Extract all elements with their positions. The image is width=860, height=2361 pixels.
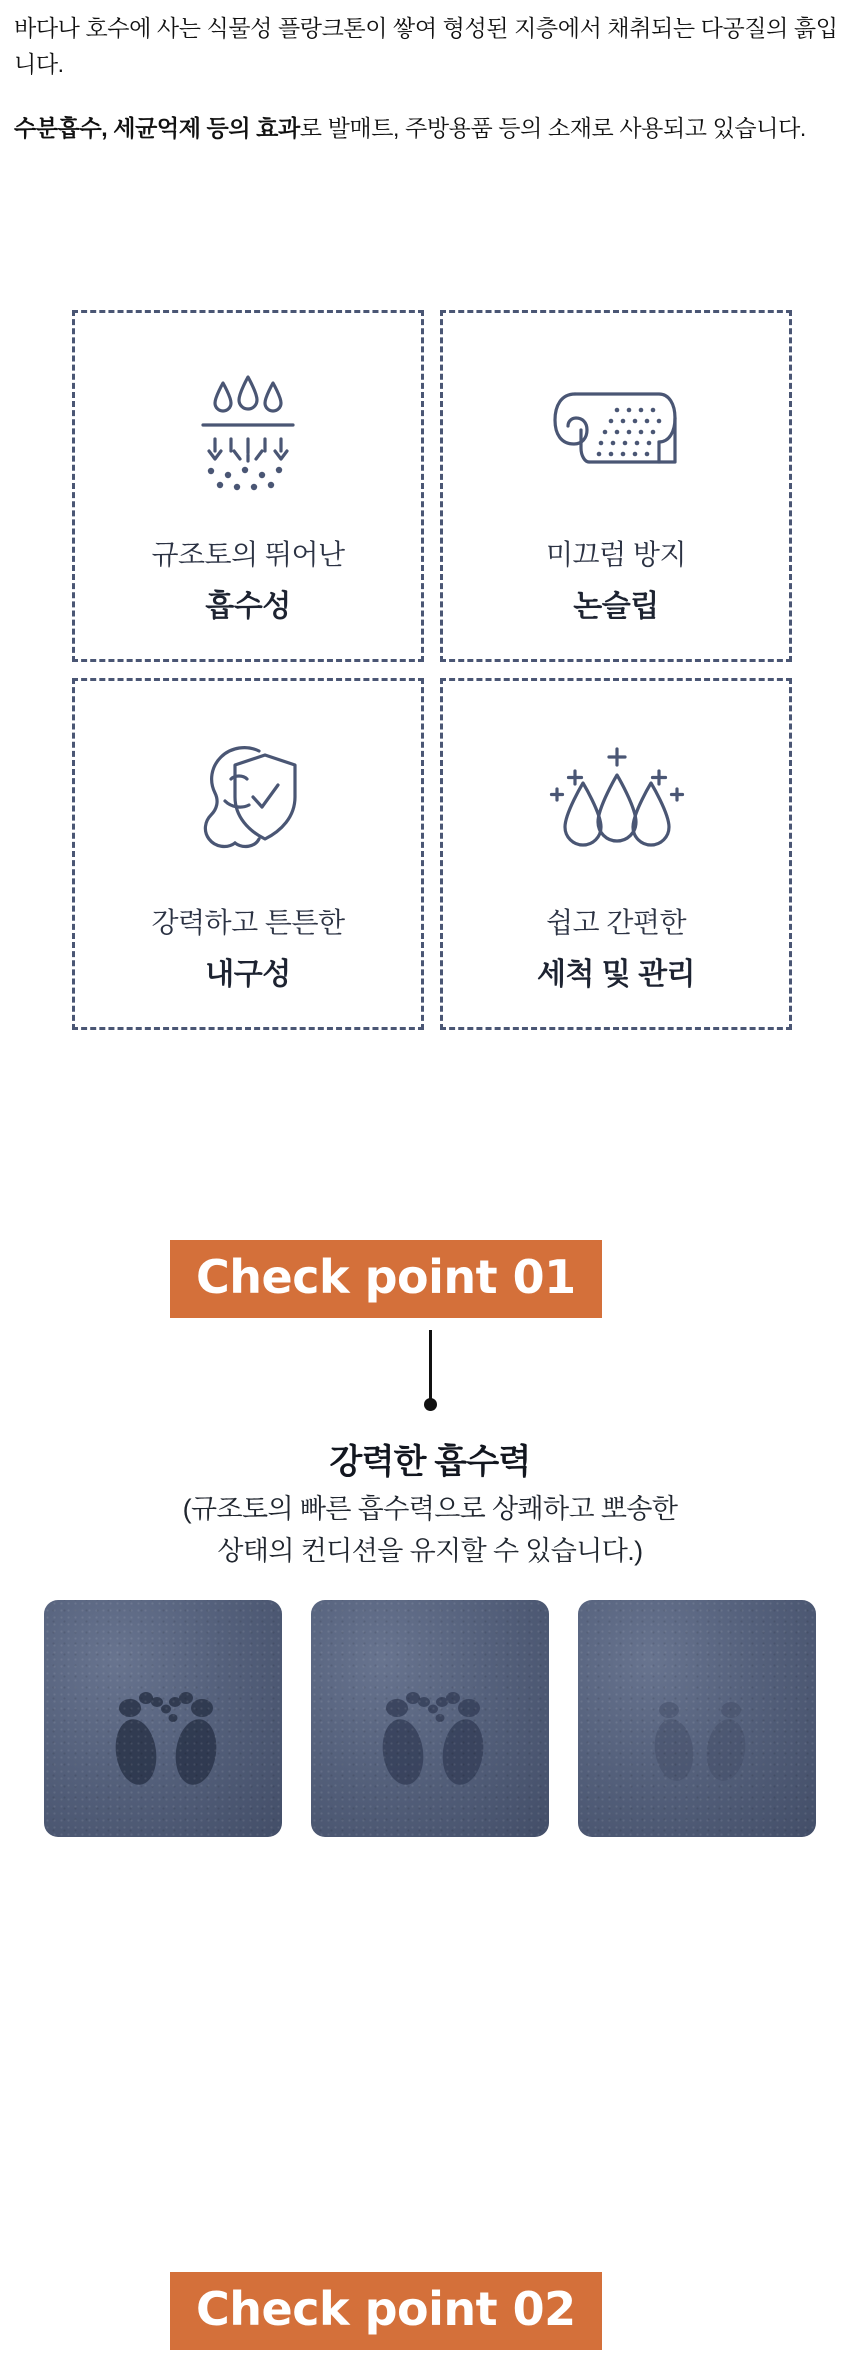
intro-paragraph-2 [14, 110, 844, 146]
footprint-icon [311, 1600, 549, 1837]
feature-label-line2: 내구성 [205, 958, 291, 991]
feature-card-nonslip [440, 310, 792, 662]
feature-card-cleaning [440, 678, 792, 1030]
footprint-photo-strip [44, 1600, 816, 1837]
checkpoint-01-badge: Check point 01 [170, 1240, 602, 1318]
feature-label-line2: 논슬립 [573, 590, 659, 623]
feature-label-line1: 강력하고 튼튼한 [151, 907, 345, 938]
mat-roll-icon [541, 359, 691, 509]
section-subtext-line1: (규조토의 빠른 흡수력으로 상쾌하고 뽀송한 [182, 1494, 678, 1524]
footprint-icon [578, 1600, 816, 1837]
intro-paragraph-2-rest: 로 발매트, 주방용품 등의 소재로 사용되고 있습니다. [299, 115, 806, 141]
droplets-clean-icon [539, 727, 694, 877]
shield-check-icon [173, 727, 323, 877]
checkpoint-connector-dot [424, 1398, 437, 1411]
feature-label-line1: 미끄럼 방지 [545, 539, 687, 570]
checkpoint-connector-line [429, 1330, 432, 1402]
feature-grid [72, 310, 792, 1030]
intro-paragraph-1: 바다나 호수에 사는 식물성 플랑크톤이 쌓여 형성된 지층에서 채취되는 다공질의 흙입니다. [14, 15, 838, 77]
paragraph-spacer [14, 82, 844, 110]
feature-label-line1: 규조토의 뛰어난 [151, 539, 345, 570]
section-subtext-line2: 상태의 컨디션을 유지할 수 있습니다.) [217, 1536, 643, 1566]
footprint-photo-2 [311, 1600, 549, 1837]
section-subtext-absorption [0, 1488, 860, 1572]
footprint-photo-3 [578, 1600, 816, 1837]
feature-card-absorption [72, 310, 424, 662]
feature-label-line1: 쉽고 간편한 [545, 907, 687, 938]
water-absorb-icon [173, 359, 323, 509]
footprint-photo-1 [44, 1600, 282, 1837]
checkpoint-02-badge: Check point 02 [170, 2272, 602, 2350]
footprint-icon [44, 1600, 282, 1837]
intro-paragraph-2-bold: 수분흡수, 세균억제 등의 효과 [14, 115, 300, 141]
intro-text-block [14, 10, 844, 146]
section-heading-absorption: 강력한 흡수력 [329, 1443, 531, 1481]
feature-label-line2: 세척 및 관리 [536, 958, 696, 991]
feature-label-line2: 흡수성 [205, 590, 291, 623]
feature-card-durability [72, 678, 424, 1030]
